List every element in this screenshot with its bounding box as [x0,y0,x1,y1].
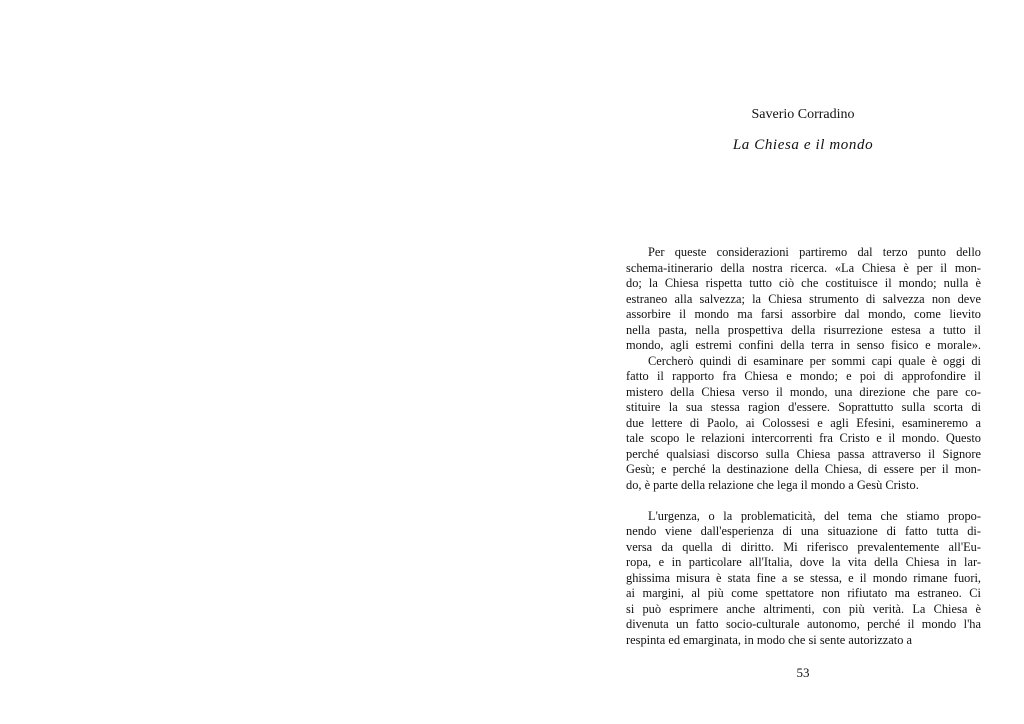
body-text [626,245,981,648]
text-line: due lettere di Paolo, ai Colossesi e agli Efesini, esamineremo a [626,415,981,430]
text-line: do; la Chiesa rispetta tutto ciò che costituisce il mondo; nulla è [626,276,981,290]
text-line: mondo, agli estremi confini della terra in senso fisico e morale». [626,338,981,352]
text-line: assorbire il mondo ma farsi assorbire dal mondo, come lievito [626,307,981,321]
text-line: Gesù; e perché la destinazione della Chiesa, di essere per il mon- [626,462,981,476]
author-name: Saverio Corradino [751,107,855,122]
page-number: 53 [796,665,810,680]
text-line: perché qualsiasi discorso sulla Chiesa passa attraverso il Signore [626,446,981,461]
text-line: nella pasta, nella prospettiva della risurrezione estesa a tutto il [626,322,981,337]
text-line: fatto il rapporto fra Chiesa e mondo; e poi di approfondire il [626,369,981,383]
paragraph [626,509,981,649]
right-page [512,0,1024,724]
text-line: stituire la sua stessa ragion d'essere. Soprattutto sulla scorta di [626,400,981,414]
text-line: nendo viene dall'esperienza di una situazione di fatto tutta di- [626,524,981,538]
text-line: do, è parte della relazione che lega il mondo a Gesù Cristo. [626,477,919,492]
text-line: mistero della Chiesa verso il mondo, una direzione che pare co- [626,384,981,399]
text-line: versa da quella di diritto. Mi riferisco prevalentemente all'Eu- [626,539,981,554]
text-line: ai margini, al più come spettatore non rifiutato ma estraneo. Ci [626,586,981,600]
text-line: divenuta un fatto socio-culturale autonomo, perché il mondo l'ha [626,617,981,631]
text-line: Cercherò quindi di esaminare per sommi capi quale è oggi di [648,353,981,368]
text-line: estraneo alla salvezza; la Chiesa strumento di salvezza non deve [626,291,981,306]
text-line: respinta ed emarginata, in modo che si sente autorizzato a [626,632,913,647]
text-line: L'urgenza, o la problematicità, del tema che stiamo propo- [648,508,981,523]
text-line: Per queste considerazioni partiremo dal terzo punto dello [648,245,981,259]
text-line: ghissima misura è stata fine a se stessa, e il mondo rimane fuori, [626,570,981,585]
text-line: tale scopo le relazioni intercorrenti fra Cristo e il mondo. Questo [626,431,981,445]
paragraph-gap [626,493,981,509]
text-line: schema-itinerario della nostra ricerca. «La Chiesa è per il mon- [626,260,981,275]
text-line: ropa, e in particolare all'Italia, dove la vita della Chiesa in lar- [626,555,981,569]
paragraph [626,354,981,494]
paragraph [626,245,981,354]
chapter-title: La Chiesa e il mondo [732,137,874,153]
text-line: si può esprimere anche altrimenti, con più verità. La Chiesa è [626,601,981,616]
